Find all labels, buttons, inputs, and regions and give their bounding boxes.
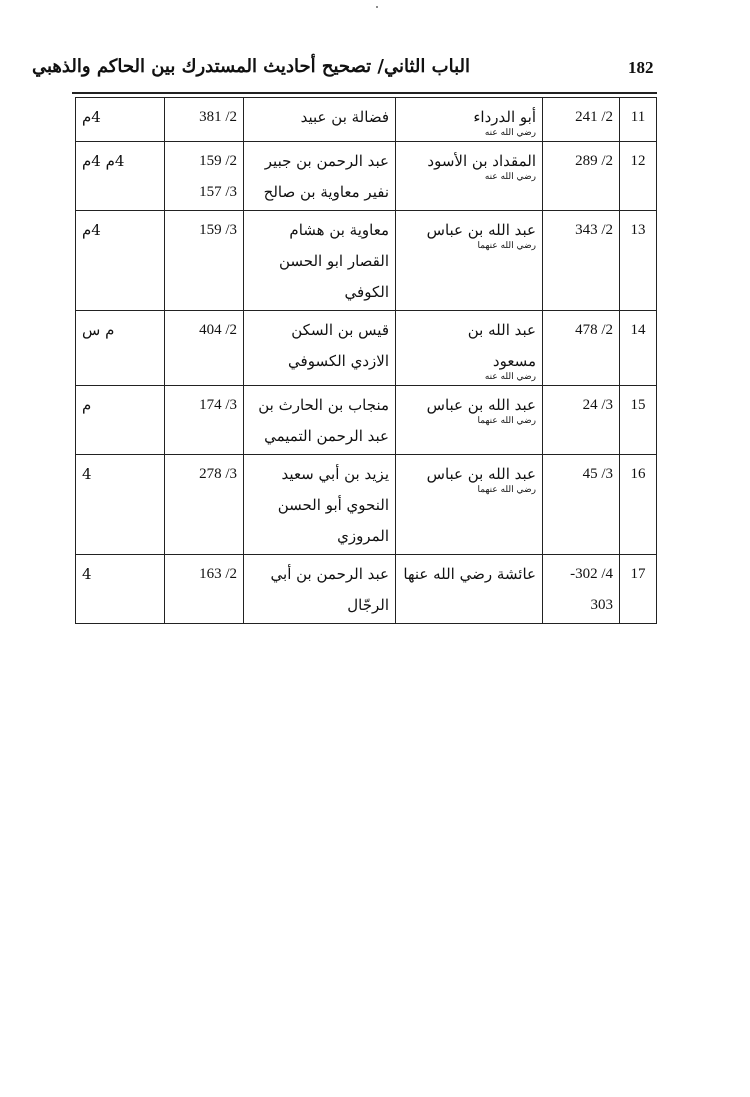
mustadrak-reference bbox=[543, 555, 620, 624]
narrator-reference-value: 3/ 159 bbox=[199, 222, 237, 238]
mustadrak-reference-continued: 303 bbox=[590, 597, 613, 613]
narrator-reference-value: 2/ 381 bbox=[199, 109, 237, 125]
row-number-value: 12 bbox=[630, 153, 646, 169]
mustadrak-reference-value: 2/ 241 bbox=[575, 109, 613, 125]
row-number bbox=[620, 386, 657, 455]
companion-name bbox=[396, 455, 543, 555]
companion-name bbox=[396, 211, 543, 311]
row-number-value: 16 bbox=[630, 466, 646, 482]
narrator-reference bbox=[165, 555, 244, 624]
honorific-mark: رضي الله عنهما bbox=[477, 241, 536, 251]
narrator-reference bbox=[165, 386, 244, 455]
grading-code bbox=[76, 142, 165, 211]
grading-code bbox=[76, 386, 165, 455]
companion-name-line: عبد الله بن عباس bbox=[426, 221, 536, 239]
honorific-mark: رضي الله عنه bbox=[484, 172, 536, 182]
narrator-name-line: عبد الرحمن بن أبي bbox=[270, 565, 389, 583]
narrator-reference-value: 2/ 159 bbox=[199, 153, 237, 169]
table-row bbox=[76, 555, 657, 624]
narrator-name bbox=[244, 98, 396, 142]
narrator-name-line: يزيد بن أبي سعيد bbox=[281, 465, 389, 483]
row-number bbox=[620, 98, 657, 142]
mustadrak-reference bbox=[543, 211, 620, 311]
grading-code bbox=[76, 455, 165, 555]
page-number: 182 bbox=[628, 58, 654, 77]
companion-name bbox=[396, 142, 543, 211]
mustadrak-reference bbox=[543, 386, 620, 455]
grading-code-value: م bbox=[82, 396, 92, 414]
row-number-value: 14 bbox=[630, 322, 646, 338]
narrator-name-line: فضالة بن عبيد bbox=[300, 108, 389, 126]
grading-code-value: 4 bbox=[82, 565, 92, 583]
mustadrak-reference-value: 3/ 24 bbox=[582, 397, 613, 413]
companion-name bbox=[396, 386, 543, 455]
grading-code-value: م س bbox=[82, 321, 115, 339]
grading-code bbox=[76, 211, 165, 311]
narrator-name-line: الرجّال bbox=[347, 596, 389, 614]
grading-code-value: 4 bbox=[82, 465, 92, 483]
grading-code-value: 4م bbox=[82, 108, 101, 126]
narrator-reference-value: 2/ 163 bbox=[199, 566, 237, 582]
narrator-name-line: القصار ابو الحسن bbox=[279, 252, 389, 270]
companion-name-line: عبد الله بن عباس bbox=[426, 465, 536, 483]
row-number-value: 15 bbox=[630, 397, 646, 413]
mustadrak-reference-value: 2/ 478 bbox=[575, 322, 613, 338]
companion-name bbox=[396, 311, 543, 386]
companion-name-line: عائشة رضي الله عنها bbox=[403, 565, 536, 583]
narrator-name bbox=[244, 386, 396, 455]
narrator-name bbox=[244, 211, 396, 311]
narrator-name-line: منجاب بن الحارث بن bbox=[258, 396, 389, 414]
narrators-table bbox=[75, 97, 657, 624]
narrator-reference bbox=[165, 98, 244, 142]
narrator-name-line: قيس بن السكن bbox=[291, 321, 389, 339]
companion-name-line: مسعود bbox=[492, 352, 536, 370]
narrator-name-line: المروزي bbox=[337, 527, 389, 545]
table-row bbox=[76, 98, 657, 142]
narrator-reference-value: 3/ 157 bbox=[199, 184, 237, 200]
row-number bbox=[620, 142, 657, 211]
narrator-name-line: نفير معاوية بن صالح bbox=[263, 183, 389, 201]
companion-name-line: عبد الله بن عباس bbox=[426, 396, 536, 414]
table-row bbox=[76, 211, 657, 311]
table-body bbox=[76, 98, 657, 624]
row-number bbox=[620, 311, 657, 386]
companion-name-line: عبد الله بن bbox=[467, 321, 536, 339]
narrator-name-line: النحوي أبو الحسن bbox=[277, 496, 389, 514]
narrator-name-line: الكوفي bbox=[344, 283, 389, 301]
table-row bbox=[76, 142, 657, 211]
mustadrak-reference bbox=[543, 311, 620, 386]
narrator-reference-value: 2/ 404 bbox=[199, 322, 237, 338]
mustadrak-reference-value: 2/ 289 bbox=[575, 153, 613, 169]
narrator-reference bbox=[165, 455, 244, 555]
running-title: الباب الثاني/ تصحيح أحاديث المستدرك بين الحاكم والذهبي bbox=[32, 56, 470, 77]
row-number bbox=[620, 555, 657, 624]
companion-name bbox=[396, 98, 543, 142]
table-row bbox=[76, 386, 657, 455]
mustadrak-reference bbox=[543, 142, 620, 211]
grading-code-value: 4م bbox=[82, 221, 101, 239]
honorific-mark: رضي الله عنهما bbox=[477, 485, 536, 495]
companion-name-line: المقداد بن الأسود bbox=[427, 152, 536, 170]
companion-name-line: أبو الدرداء bbox=[473, 108, 536, 126]
honorific-mark: رضي الله عنه bbox=[484, 128, 536, 138]
narrator-name-line: معاوية بن هشام bbox=[289, 221, 389, 239]
row-number-value: 17 bbox=[630, 566, 646, 582]
narrator-name bbox=[244, 555, 396, 624]
grading-code bbox=[76, 311, 165, 386]
narrator-name-line: الازدي الكسوفي bbox=[288, 352, 389, 370]
narrator-reference bbox=[165, 311, 244, 386]
row-number-value: 11 bbox=[630, 109, 646, 125]
narrator-name bbox=[244, 311, 396, 386]
narrator-name-line: عبد الرحمن بن جبير bbox=[264, 152, 389, 170]
row-number bbox=[620, 455, 657, 555]
companion-name bbox=[396, 555, 543, 624]
narrator-name bbox=[244, 142, 396, 211]
mustadrak-reference bbox=[543, 455, 620, 555]
grading-code bbox=[76, 555, 165, 624]
mustadrak-reference-value: 2/ 343 bbox=[575, 222, 613, 238]
table-row bbox=[76, 455, 657, 555]
grading-code bbox=[76, 98, 165, 142]
narrator-name-line: عبد الرحمن التميمي bbox=[264, 427, 389, 445]
honorific-mark: رضي الله عنه bbox=[484, 372, 536, 382]
grading-code-value: 4م 4م bbox=[82, 152, 125, 170]
mustadrak-reference-value: 3/ 45 bbox=[582, 466, 613, 482]
mustadrak-reference-value: 4/ 302- bbox=[570, 566, 613, 582]
row-number bbox=[620, 211, 657, 311]
mustadrak-reference bbox=[543, 98, 620, 142]
header-rule bbox=[72, 92, 657, 94]
narrator-reference bbox=[165, 211, 244, 311]
row-number-value: 13 bbox=[630, 222, 646, 238]
honorific-mark: رضي الله عنهما bbox=[477, 416, 536, 426]
narrator-reference bbox=[165, 142, 244, 211]
narrator-reference-value: 3/ 278 bbox=[199, 466, 237, 482]
narrator-name bbox=[244, 455, 396, 555]
table-row bbox=[76, 311, 657, 386]
narrator-reference-value: 3/ 174 bbox=[199, 397, 237, 413]
scan-speck bbox=[376, 6, 378, 8]
